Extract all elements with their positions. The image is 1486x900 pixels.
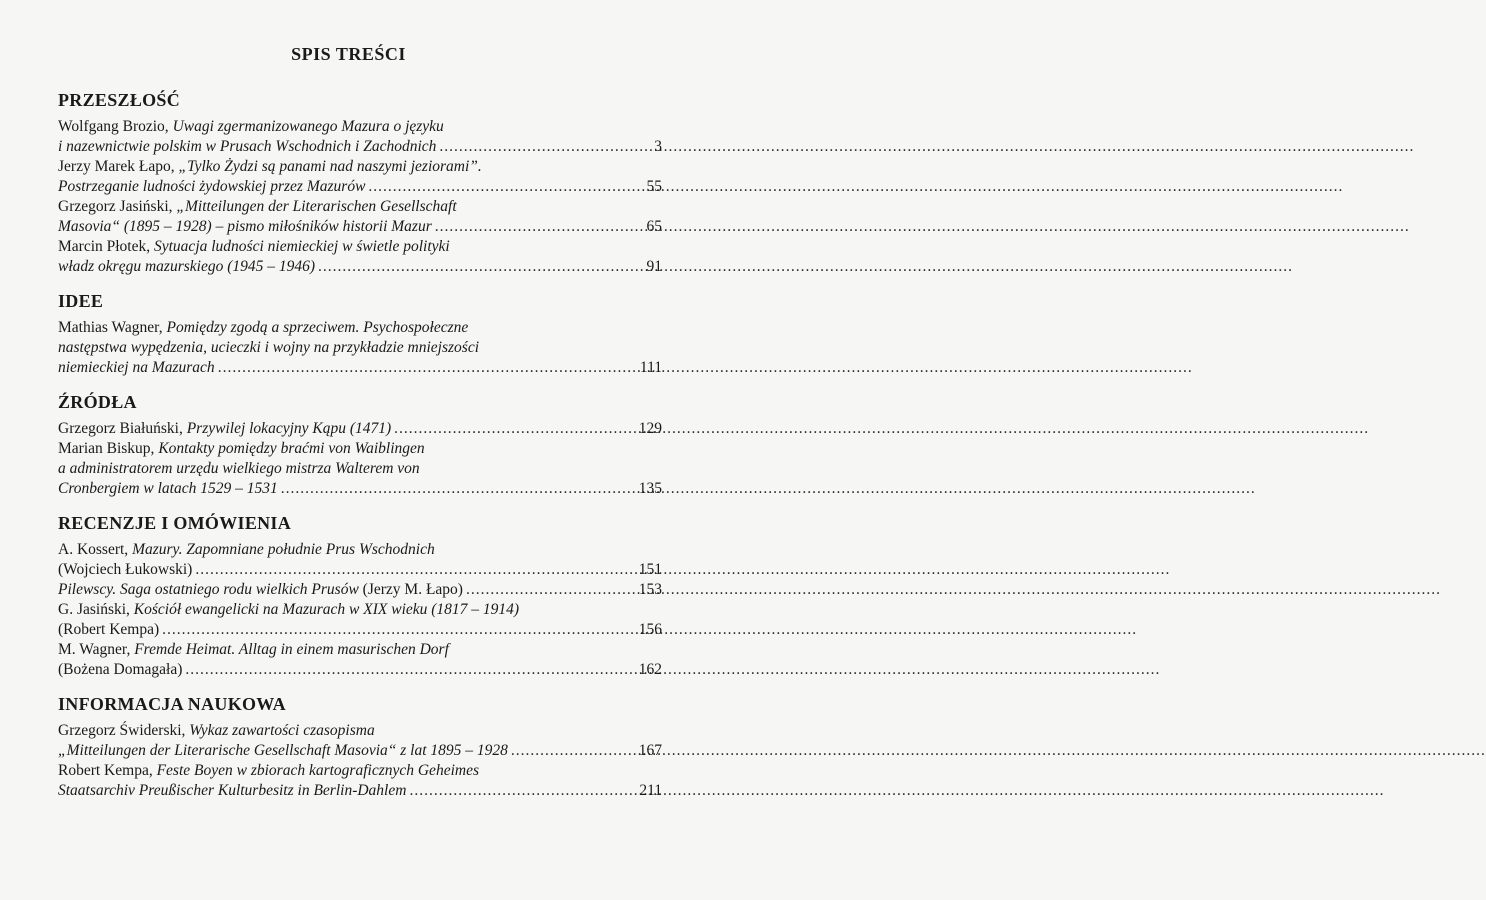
entry-text — [58, 237, 450, 257]
toc-entry-line — [58, 177, 662, 197]
leader-dots — [394, 419, 636, 439]
toc-entry-line — [58, 761, 662, 781]
entry-title: Postrzeganie ludności żydowskiej przez Mazurów — [58, 178, 366, 195]
toc-entry-line — [58, 358, 662, 378]
entry-text — [58, 721, 375, 741]
section-heading: PRZESZŁOŚĆ — [58, 90, 181, 110]
entry-text — [58, 600, 519, 620]
page-number: 167 — [638, 742, 662, 759]
toc-section — [58, 90, 662, 277]
entry-text — [58, 459, 420, 479]
entry-title: „Mitteilungen der Literarischen Gesellschaft — [176, 198, 457, 215]
toc-entry-line — [58, 600, 662, 620]
entry-title: Staatsarchiv Preußischer Kulturbesitz in Berlin-Dahlem — [58, 782, 407, 799]
page-number: 211 — [639, 782, 662, 799]
entry-text — [58, 157, 482, 177]
entry-title: i nazewnictwie polskim w Prusach Wschodnich i Zachodnich — [58, 138, 437, 155]
page-number: 55 — [646, 178, 662, 195]
entry-author: Marcin Płotek, — [58, 238, 154, 255]
entry-author: Wolfgang Brozio, — [58, 118, 173, 135]
toc-entry-line — [58, 640, 662, 660]
page-number: 156 — [638, 621, 662, 638]
toc-entry-line — [58, 660, 662, 680]
toc-entry[interactable] — [58, 318, 662, 378]
section-heading: ŹRÓDŁA — [58, 392, 137, 412]
page-number: 153 — [638, 581, 662, 598]
toc-entry-line — [58, 741, 662, 761]
toc-entry-line — [58, 620, 662, 640]
entry-title: Wykaz zawartości czasopisma — [189, 722, 375, 739]
toc-entry[interactable] — [58, 117, 662, 157]
leader-dots — [409, 781, 636, 801]
leader-dots — [511, 741, 636, 761]
entry-title: następstwa wypędzenia, ucieczki i wojny na przykładzie mniejszości — [58, 339, 480, 356]
leader-dots — [466, 580, 636, 600]
entry-text — [58, 177, 365, 197]
entry-title: Fremde Heimat. Alltag in einem masurischen Dorf — [134, 641, 449, 658]
toc-entry-line — [58, 237, 662, 257]
page-number: 91 — [646, 258, 662, 275]
toc-section — [58, 513, 662, 680]
toc-entry-line — [58, 439, 662, 459]
entry-title: władz okręgu mazurskiego (1945 – 1946) — [58, 258, 316, 275]
leader-dots — [439, 137, 651, 157]
leader-dots — [435, 217, 644, 237]
page-title: SPIS TREŚCI — [291, 44, 406, 64]
entry-author: Grzegorz Świderski, — [58, 722, 190, 739]
toc-section — [58, 694, 662, 801]
leader-dots — [318, 257, 643, 277]
entry-title: niemieckiej na Mazurach — [58, 359, 215, 376]
toc-entry[interactable] — [58, 761, 662, 801]
leader-dots — [185, 660, 635, 680]
toc-entry[interactable] — [58, 419, 662, 439]
entry-author: Jerzy Marek Łapo, — [58, 158, 179, 175]
entry-text — [58, 338, 479, 358]
page-number: 111 — [639, 359, 662, 376]
toc-entry-line — [58, 721, 662, 741]
entry-text — [58, 117, 444, 137]
toc-entry-line — [58, 157, 662, 177]
page-number: 3 — [654, 138, 662, 155]
book-page — [0, 0, 697, 900]
entry-title: „Mitteilungen der Literarische Gesellschaft Masovia“ z lat 1895 – 1928 — [58, 742, 508, 759]
toc-entry-line — [58, 540, 662, 560]
entry-text — [58, 419, 391, 439]
entry-author: Marian Biskup, — [58, 440, 159, 457]
toc-entry[interactable] — [58, 197, 662, 237]
entry-author: Grzegorz Białuński, — [58, 420, 187, 437]
toc-entry-line — [58, 479, 662, 499]
leader-dots — [368, 177, 643, 197]
entry-text — [58, 560, 192, 580]
entry-title: Przywilej lokacyjny Kąpu (1471) — [186, 420, 392, 437]
toc-entry-line — [58, 197, 662, 217]
toc-entry[interactable] — [58, 580, 662, 600]
page-number: 151 — [638, 561, 662, 578]
entry-text — [58, 580, 463, 600]
toc-entry-line — [58, 338, 662, 358]
entry-author: (Robert Kempa) — [58, 621, 160, 638]
toc-content — [58, 90, 662, 815]
page-number: 65 — [646, 218, 662, 235]
entry-title: Feste Boyen w zbiorach kartograficznych Geheimes — [156, 762, 479, 779]
toc-section — [58, 392, 662, 499]
toc-entry-line — [58, 217, 662, 237]
leader-dots — [195, 560, 635, 580]
leader-dots — [281, 479, 636, 499]
leader-dots — [162, 620, 636, 640]
entry-text — [58, 781, 406, 801]
entry-reviewer: (Jerzy M. Łapo) — [358, 581, 463, 598]
entry-text — [58, 358, 215, 378]
entry-title: a administratorem urzędu wielkiego mistrza Walterem von — [58, 460, 420, 477]
toc-entry-line — [58, 419, 662, 439]
section-heading: RECENZJE I OMÓWIENIA — [58, 513, 292, 533]
entry-title: Mazury. Zapomniane południe Prus Wschodnich — [132, 541, 435, 558]
entry-text — [58, 620, 159, 640]
entry-author: (Wojciech Łukowski) — [58, 561, 193, 578]
toc-entry-line — [58, 257, 662, 277]
entry-title: Masovia“ (1895 – 1928) – pismo miłośników historii Mazur — [58, 218, 432, 235]
toc-entry[interactable] — [58, 640, 662, 680]
entry-text — [58, 640, 449, 660]
toc-entry-line — [58, 560, 662, 580]
toc-entry[interactable] — [58, 157, 662, 197]
entry-text — [58, 660, 182, 680]
entry-author: Mathias Wagner, — [58, 319, 167, 336]
toc-entry-line — [58, 459, 662, 479]
entry-text — [58, 479, 278, 499]
toc-entry[interactable] — [58, 600, 662, 640]
entry-text — [58, 137, 436, 157]
toc-section — [58, 291, 662, 378]
entry-title: Kontakty pomiędzy braćmi von Waiblingen — [158, 440, 425, 457]
entry-title: Uwagi zgermanizowanego Mazura o języku — [172, 118, 444, 135]
entry-text — [58, 318, 468, 338]
toc-entry-line — [58, 137, 662, 157]
toc-entry[interactable] — [58, 439, 662, 499]
entry-title: Sytuacja ludności niemieckiej w świetle polityki — [154, 238, 450, 255]
entry-author: (Bożena Domagała) — [58, 661, 183, 678]
entry-title: Pomiędzy zgodą a sprzeciwem. Psychospołeczne — [166, 319, 469, 336]
entry-text — [58, 761, 479, 781]
toc-entry-line — [58, 781, 662, 801]
leader-dots — [218, 358, 637, 378]
entry-text — [58, 439, 425, 459]
page-number: 162 — [638, 661, 662, 678]
entry-title: Kościół ewangelicki na Mazurach w XIX wieku (1817 – 1914) — [133, 601, 520, 618]
section-heading: INFORMACJA NAUKOWA — [58, 694, 286, 714]
entry-author: Robert Kempa, — [58, 762, 157, 779]
page-number: 129 — [638, 420, 662, 437]
entry-text — [58, 741, 508, 761]
toc-entry-line — [58, 117, 662, 137]
section-heading: IDEE — [58, 291, 104, 311]
toc-entry[interactable] — [58, 237, 662, 277]
entry-title: Pilewscy. Saga ostatniego rodu wielkich Prusów — [58, 581, 359, 598]
page-number: 135 — [638, 480, 662, 497]
entry-text — [58, 197, 457, 217]
toc-entry[interactable] — [58, 721, 662, 761]
entry-text — [58, 257, 315, 277]
entry-text — [58, 217, 432, 237]
entry-author: Grzegorz Jasiński, — [58, 198, 177, 215]
entry-text — [58, 540, 435, 560]
entry-title: „Tylko Żydzi są panami nad naszymi jeziorami”. — [178, 158, 482, 175]
toc-entry-line — [58, 318, 662, 338]
entry-author: A. Kossert, — [58, 541, 133, 558]
entry-title: Cronbergiem w latach 1529 – 1531 — [58, 480, 278, 497]
entry-author: G. Jasiński, — [58, 601, 134, 618]
toc-entry-line — [58, 580, 662, 600]
toc-entry[interactable] — [58, 540, 662, 580]
entry-author: M. Wagner, — [58, 641, 135, 658]
